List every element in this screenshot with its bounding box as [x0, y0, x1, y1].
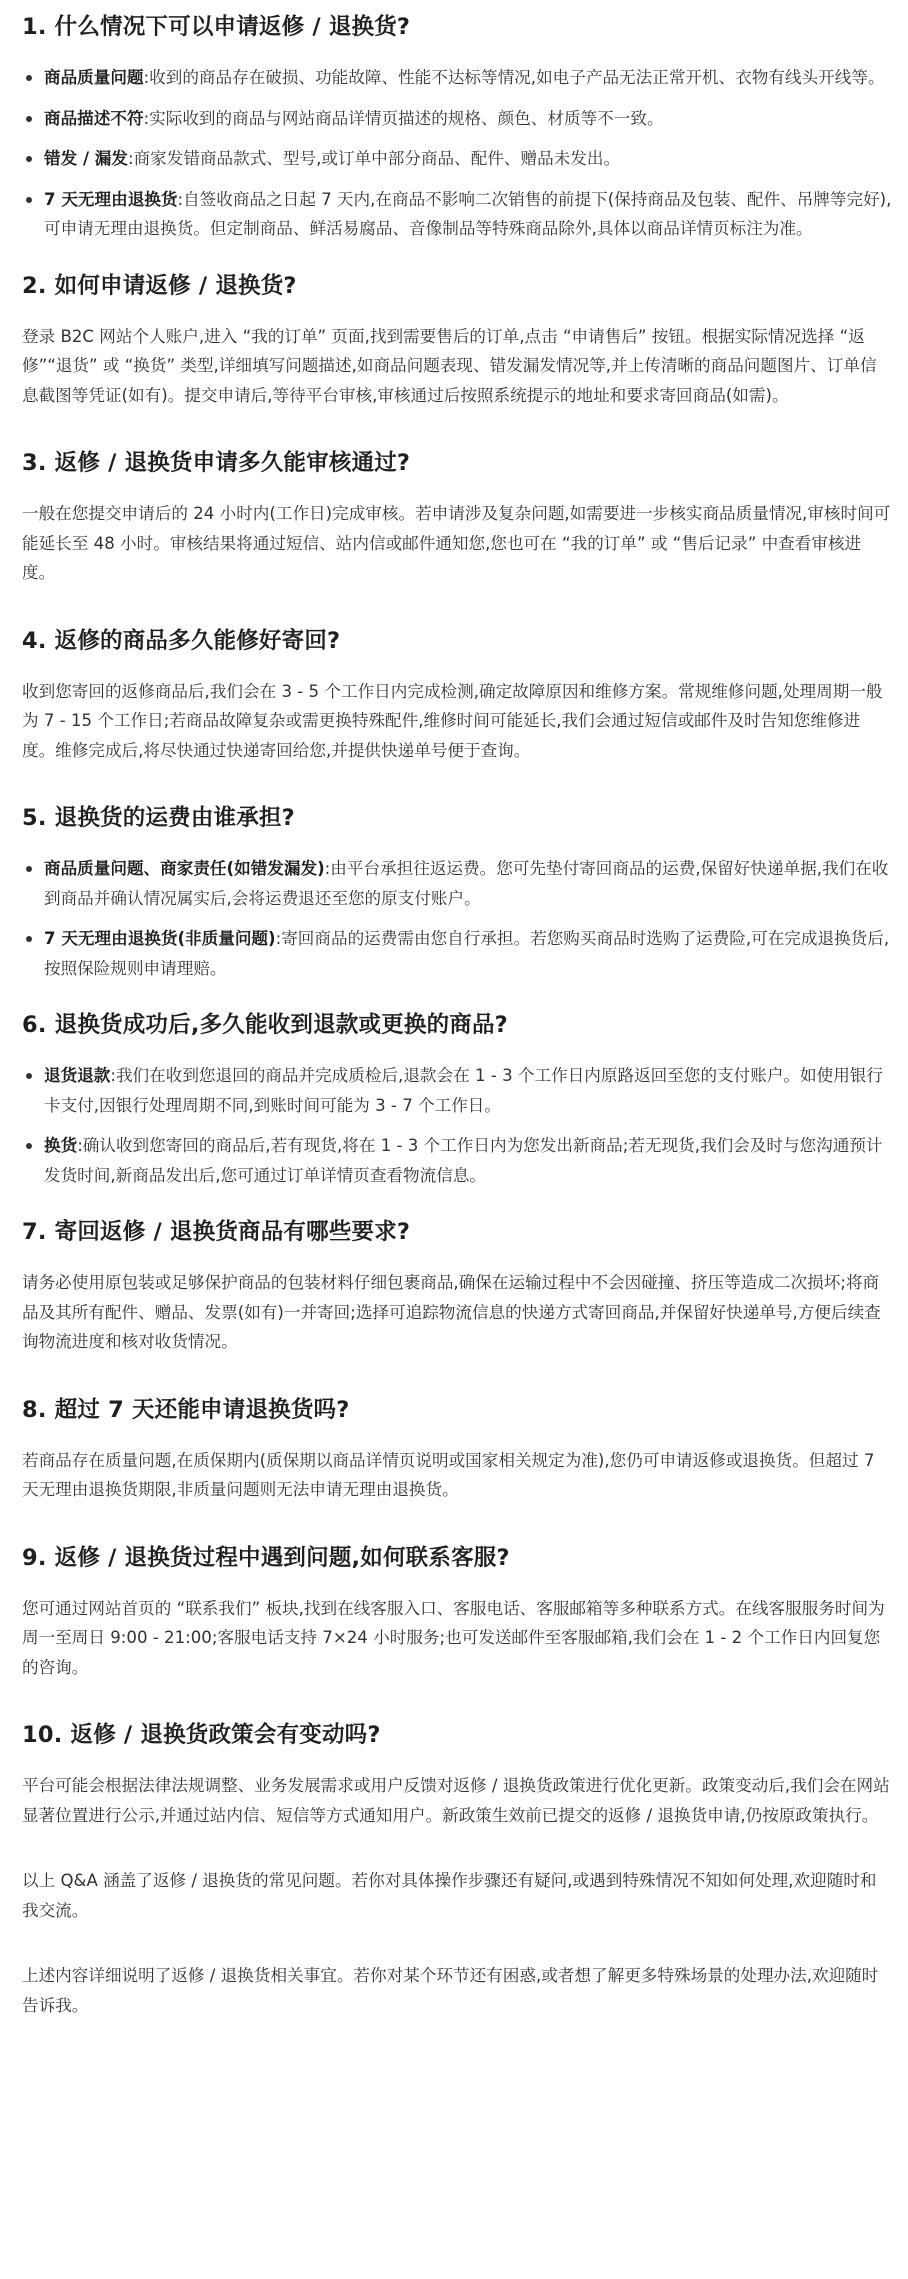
section-heading: 9. 返修 / 退换货过程中遇到问题,如何联系客服? [22, 1544, 510, 1571]
section-heading: 6. 退换货成功后,多久能收到退款或更换的商品? [22, 1012, 508, 1038]
item-term: 退货退款 [44, 1066, 111, 1085]
section-body: 平台可能会根据法律法规调整、业务发展需求或用户反馈对返修 / 退换货政策进行优化更新。政策变动后,我们会在网站显著位置进行公示,并通过站内信、短信等方式通知用户。新政策生效前已提交的返修 / 退换货申请,仍按原政策执行。 [22, 1776, 890, 1825]
bullet-list [22, 854, 892, 983]
faq-section-4 [22, 624, 892, 766]
item-text: :确认收到您寄回的商品后,若有现货,将在 1 - 3 个工作日内为您发出新商品;若无现货,我们会及时与您沟通预计发货时间,新商品发出后,您可通过订单详情页查看物流信息。 [44, 1136, 883, 1185]
bullet-dot-icon [26, 1073, 32, 1079]
section-body: 请务必使用原包装或足够保护商品的包装材料仔细包裹商品,确保在运输过程中不会因碰撞、挤压等造成二次损坏;将商品及其所有配件、赠品、发票(如有)一并寄回;选择可追踪物流信息的快递方式寄回商品,并保留好快递单号,方便后续查询物流进度和核对收货情况。 [22, 1273, 881, 1351]
item-text: :我们在收到您退回的商品并完成质检后,退款会在 1 - 3 个工作日内原路返回至您的支付账户。如使用银行卡支付,因银行处理周期不同,到账时间可能为 3 - 7 个工作日。 [44, 1066, 883, 1115]
section-heading: 1. 什么情况下可以申请返修 / 退换货? [22, 14, 411, 40]
section-body: 一般在您提交申请后的 24 小时内(工作日)完成审核。若申请涉及复杂问题,如需要进一步核实商品质量情况,审核时间可能延长至 48 小时。审核结果将通过短信、站内信或邮件通知您,您也可在 “我的订单” 或 “售后记录” 中查看审核进度。 [22, 504, 891, 582]
faq-section-9 [22, 1541, 892, 1683]
bullet-dot-icon [26, 936, 32, 942]
section-heading: 3. 返修 / 退换货申请多久能审核通过? [22, 450, 411, 476]
faq-section-3 [22, 446, 892, 588]
faq-section-7 [22, 1215, 892, 1357]
item-term: 商品质量问题 [44, 68, 144, 87]
item-term: 换货 [44, 1136, 78, 1155]
item-text: :收到的商品存在破损、功能故障、性能不达标等情况,如电子产品无法正常开机、衣物有线头开线等。 [143, 68, 885, 87]
section-heading: 7. 寄回返修 / 退换货商品有哪些要求? [22, 1219, 411, 1245]
closing-note-1: 以上 Q&A 涵盖了返修 / 退换货的常见问题。若你对具体操作步骤还有疑问,或遇到特殊情况不知如何处理,欢迎随时和我交流。 [22, 1871, 877, 1920]
item-text: :由平台承担往返运费。您可先垫付寄回商品的运费,保留好快递单据,我们在收到商品并确认情况属实后,会将运费退还至您的原支付账户。 [44, 859, 889, 908]
faq-section-2 [22, 269, 892, 411]
section-body: 登录 B2C 网站个人账户,进入 “我的订单” 页面,找到需要售后的订单,点击 “申请售后” 按钮。根据实际情况选择 “返修”“退货” 或 “换货” 类型,详细填写问题描述,如商品问题表现、错发漏发情况等,并上传清晰的商品问题图片、订单信息截图等凭证(如有)。提交申请后,等待平台审核,审核通过后按照系统提示的地址和要求寄回商品(如需)。 [22, 326, 877, 405]
item-text: :自签收商品之日起 7 天内,在商品不影响二次销售的前提下(保持商品及包装、配件、吊牌等完好),可申请无理由退换货。但定制商品、鲜活易腐品、音像制品等特殊商品除外,具体以商品详情页标注为准。 [44, 189, 892, 238]
faq-section-1 [22, 10, 892, 244]
section-heading: 2. 如何申请返修 / 退换货? [22, 272, 297, 299]
bullet-dot-icon [26, 156, 32, 162]
bullet-dot-icon [26, 866, 32, 872]
closing-note-2: 上述内容详细说明了返修 / 退换货相关事宜。若你对某个环节还有困惑,或者想了解更多特殊场景的处理办法,欢迎随时告诉我。 [22, 1966, 879, 2015]
item-text: :商家发错商品款式、型号,或订单中部分商品、配件、赠品未发出。 [128, 149, 621, 168]
section-heading: 4. 返修的商品多久能修好寄回? [22, 627, 341, 654]
section-body: 您可通过网站首页的 “联系我们” 板块,找到在线客服入口、客服电话、客服邮箱等多种联系方式。在线客服服务时间为周一至周日 9:00 - 21:00;客服电话支持 7×24 小时服务;也可发送邮件至客服邮箱,我们会在 1 - 2 个工作日内回复您的咨询。 [22, 1598, 885, 1677]
bullet-dot-icon [26, 1143, 32, 1149]
item-term: 商品质量问题、商家责任(如错发漏发) [44, 859, 325, 878]
item-term: 商品描述不符 [44, 108, 144, 128]
section-heading: 8. 超过 7 天还能申请退换货吗? [22, 1396, 350, 1423]
list-item [22, 144, 892, 174]
list-item [22, 63, 892, 93]
section-heading: 5. 退换货的运费由谁承担? [22, 805, 295, 831]
item-term: 7 天无理由退换货(非质量问题) [44, 929, 276, 948]
list-item [22, 1131, 892, 1190]
item-text: :寄回商品的运费需由您自行承担。若您购买商品时选购了运费险,可在完成退换货后,按照保险规则申请理赔。 [44, 929, 890, 978]
faq-section-10 [22, 1718, 892, 1830]
section-heading: 10. 返修 / 退换货政策会有变动吗? [22, 1722, 381, 1748]
section-body: 若商品存在质量问题,在质保期内(质保期以商品详情页说明或国家相关规定为准),您仍可申请返修或退换货。但超过 7 天无理由退换货期限,非质量问题则无法申请无理由退换货。 [22, 1450, 875, 1499]
list-item [22, 1061, 892, 1120]
list-item [22, 185, 892, 244]
item-term: 7 天无理由退换货 [44, 189, 178, 209]
list-item [22, 104, 892, 134]
list-item [22, 854, 892, 913]
faq-section-8 [22, 1393, 892, 1505]
bullet-list [22, 1061, 892, 1190]
faq-section-5 [22, 801, 892, 983]
item-text: :实际收到的商品与网站商品详情页描述的规格、颜色、材质等不一致。 [143, 108, 664, 128]
faq-section-6 [22, 1008, 892, 1190]
bullet-list [22, 63, 892, 244]
list-item [22, 924, 892, 983]
bullet-dot-icon [26, 75, 32, 81]
bullet-dot-icon [26, 116, 32, 122]
item-term: 错发 / 漏发 [44, 149, 128, 168]
bullet-dot-icon [26, 197, 32, 203]
section-body: 收到您寄回的返修商品后,我们会在 3 - 5 个工作日内完成检测,确定故障原因和维修方案。常规维修问题,处理周期一般为 7 - 15 个工作日;若商品故障复杂或需更换特殊配件,维修时间可能延长,我们会通过短信或邮件及时告知您维修进度。维修完成后,将尽快通过快递寄回给您,并提供快递单号便于查询。 [22, 681, 883, 760]
